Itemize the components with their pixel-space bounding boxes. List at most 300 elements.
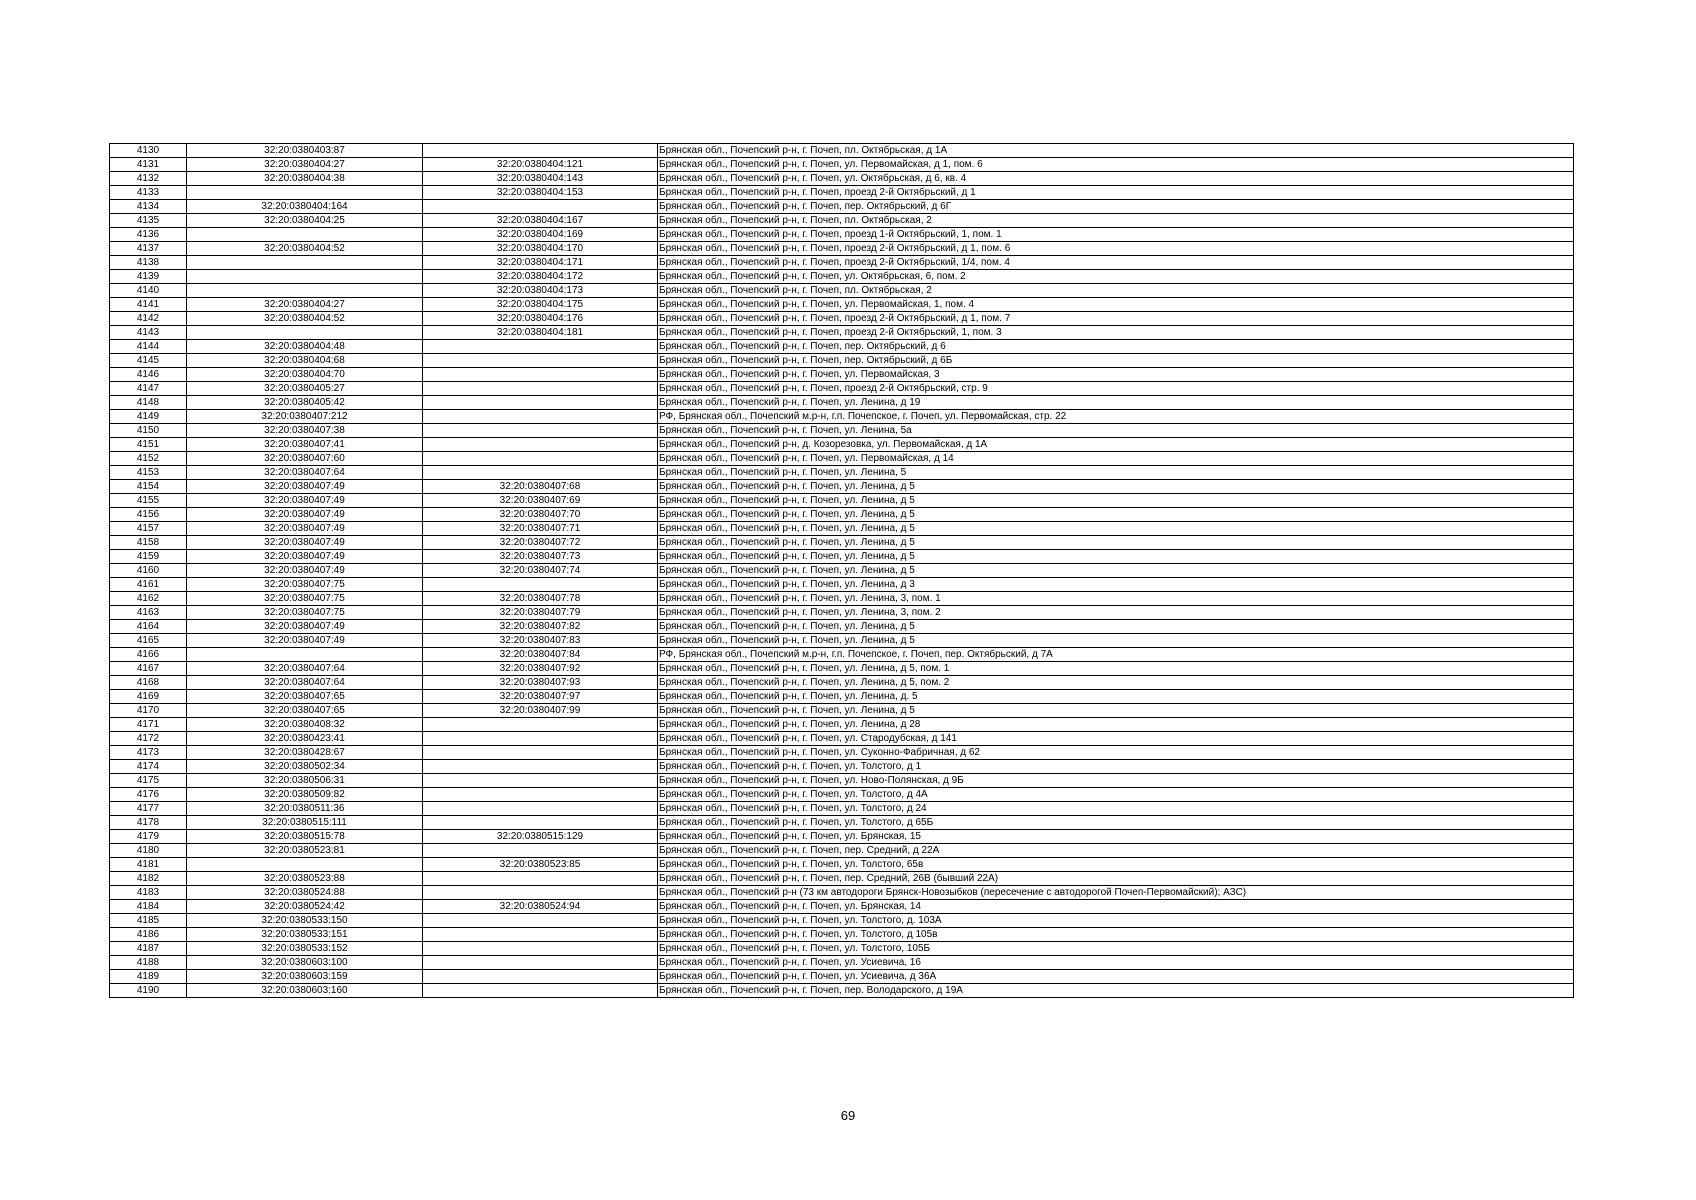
cadastral-number-cell: 32:20:0380509:82 <box>187 788 423 802</box>
cadastral-number-cell: 32:20:0380523:81 <box>187 844 423 858</box>
cadastral-number-cell: 32:20:0380407:64 <box>187 676 423 690</box>
table-row <box>110 746 1574 760</box>
table-row <box>110 942 1574 956</box>
table-row <box>110 662 1574 676</box>
row-number-cell: 4158 <box>110 536 187 550</box>
address-cell: Брянская обл., Почепский р-н, г. Почеп, проезд 2-й Октябрьский, д 1 <box>658 186 1574 200</box>
cadastral-number-cell: 32:20:0380407:65 <box>187 690 423 704</box>
cadastral-number-cell: 32:20:0380603:159 <box>187 970 423 984</box>
row-number-cell: 4187 <box>110 942 187 956</box>
cadastral-number-cell: 32:20:0380407:49 <box>187 480 423 494</box>
object-number-cell <box>423 816 658 830</box>
row-number-cell: 4186 <box>110 928 187 942</box>
cadastral-number-cell: 32:20:0380408:32 <box>187 718 423 732</box>
cadastral-number-cell: 32:20:0380515:78 <box>187 830 423 844</box>
address-cell: Брянская обл., Почепский р-н, г. Почеп, ул. Ленина, д. 5 <box>658 690 1574 704</box>
address-cell: Брянская обл., Почепский р-н, г. Почеп, ул. Толстого, 65в <box>658 858 1574 872</box>
object-number-cell <box>423 438 658 452</box>
table-row <box>110 816 1574 830</box>
row-number-cell: 4157 <box>110 522 187 536</box>
row-number-cell: 4175 <box>110 774 187 788</box>
table-row <box>110 200 1574 214</box>
cadastral-number-cell: 32:20:0380407:75 <box>187 592 423 606</box>
table-row <box>110 830 1574 844</box>
object-number-cell: 32:20:0380407:73 <box>423 550 658 564</box>
object-number-cell <box>423 410 658 424</box>
table-row <box>110 368 1574 382</box>
row-number-cell: 4161 <box>110 578 187 592</box>
object-number-cell: 32:20:0380404:181 <box>423 326 658 340</box>
cadastral-number-cell: 32:20:0380523:88 <box>187 872 423 886</box>
row-number-cell: 4164 <box>110 620 187 634</box>
address-cell: Брянская обл., Почепский р-н (73 км автодороги Брянск-Новозыбков (пересечение с автодорогой Почеп-Первомайский); АЗС) <box>658 886 1574 900</box>
table-row <box>110 480 1574 494</box>
address-cell: Брянская обл., Почепский р-н, г. Почеп, ул. Первомайская, д 14 <box>658 452 1574 466</box>
address-cell: Брянская обл., Почепский р-н, г. Почеп, ул. Октябрьская, 6, пом. 2 <box>658 270 1574 284</box>
table-row <box>110 172 1574 186</box>
cadastral-number-cell: 32:20:0380404:70 <box>187 368 423 382</box>
object-number-cell: 32:20:0380404:169 <box>423 228 658 242</box>
row-number-cell: 4159 <box>110 550 187 564</box>
address-cell: Брянская обл., Почепский р-н, г. Почеп, ул. Толстого, 105Б <box>658 942 1574 956</box>
cadastral-number-cell <box>187 186 423 200</box>
table-row <box>110 340 1574 354</box>
table-row <box>110 144 1574 158</box>
object-number-cell <box>423 886 658 900</box>
table-row <box>110 550 1574 564</box>
address-cell: Брянская обл., Почепский р-н, г. Почеп, ул. Ленина, д 5, пом. 1 <box>658 662 1574 676</box>
address-cell: Брянская обл., Почепский р-н, г. Почеп, пер. Средний, д 22А <box>658 844 1574 858</box>
object-number-cell: 32:20:0380407:79 <box>423 606 658 620</box>
table-row <box>110 886 1574 900</box>
object-number-cell <box>423 200 658 214</box>
cadastral-number-cell: 32:20:0380603:100 <box>187 956 423 970</box>
object-number-cell <box>423 732 658 746</box>
cadastral-number-cell: 32:20:0380407:38 <box>187 424 423 438</box>
object-number-cell <box>423 382 658 396</box>
cadastral-number-cell: 32:20:0380407:49 <box>187 536 423 550</box>
table-row <box>110 788 1574 802</box>
address-cell: Брянская обл., Почепский р-н, д. Козорезовка, ул. Первомайская, д 1А <box>658 438 1574 452</box>
object-number-cell: 32:20:0380404:143 <box>423 172 658 186</box>
address-cell: Брянская обл., Почепский р-н, г. Почеп, ул. Первомайская, 1, пом. 4 <box>658 298 1574 312</box>
address-cell: Брянская обл., Почепский р-н, г. Почеп, ул. Ленина, д 5 <box>658 704 1574 718</box>
address-cell: Брянская обл., Почепский р-н, г. Почеп, ул. Ленина, д 5 <box>658 508 1574 522</box>
address-cell: Брянская обл., Почепский р-н, г. Почеп, ул. Толстого, д 24 <box>658 802 1574 816</box>
object-number-cell: 32:20:0380523:85 <box>423 858 658 872</box>
row-number-cell: 4172 <box>110 732 187 746</box>
table-row <box>110 578 1574 592</box>
address-cell: Брянская обл., Почепский р-н, г. Почеп, ул. Усиевича, 16 <box>658 956 1574 970</box>
cadastral-number-cell: 32:20:0380404:38 <box>187 172 423 186</box>
address-cell: Брянская обл., Почепский р-н, г. Почеп, проезд 2-й Октябрьский, 1, пом. 3 <box>658 326 1574 340</box>
cadastral-number-cell: 32:20:0380506:31 <box>187 774 423 788</box>
table-row <box>110 606 1574 620</box>
address-cell: Брянская обл., Почепский р-н, г. Почеп, ул. Ленина, д 5 <box>658 480 1574 494</box>
row-number-cell: 4138 <box>110 256 187 270</box>
row-number-cell: 4181 <box>110 858 187 872</box>
cadastral-number-cell <box>187 256 423 270</box>
page-number: 69 <box>840 1108 856 1123</box>
cadastral-number-cell: 32:20:0380407:49 <box>187 564 423 578</box>
address-cell: Брянская обл., Почепский р-н, г. Почеп, проезд 2-й Октябрьский, д 1, пом. 7 <box>658 312 1574 326</box>
cadastral-number-cell: 32:20:0380404:52 <box>187 242 423 256</box>
row-number-cell: 4156 <box>110 508 187 522</box>
table-row <box>110 760 1574 774</box>
cadastral-number-cell: 32:20:0380407:64 <box>187 662 423 676</box>
cadastral-number-cell: 32:20:0380603:160 <box>187 984 423 998</box>
object-number-cell: 32:20:0380407:68 <box>423 480 658 494</box>
object-number-cell: 32:20:0380404:121 <box>423 158 658 172</box>
cadastral-number-cell: 32:20:0380404:27 <box>187 158 423 172</box>
table-row <box>110 228 1574 242</box>
row-number-cell: 4160 <box>110 564 187 578</box>
table-row <box>110 900 1574 914</box>
cadastral-number-cell: 32:20:0380407:60 <box>187 452 423 466</box>
cadastral-number-cell <box>187 326 423 340</box>
table-row <box>110 438 1574 452</box>
cadastral-number-cell: 32:20:0380404:164 <box>187 200 423 214</box>
address-cell: Брянская обл., Почепский р-н, г. Почеп, ул. Брянская, 15 <box>658 830 1574 844</box>
cadastral-number-cell: 32:20:0380407:49 <box>187 522 423 536</box>
cadastral-number-cell: 32:20:0380407:49 <box>187 550 423 564</box>
row-number-cell: 4166 <box>110 648 187 662</box>
row-number-cell: 4184 <box>110 900 187 914</box>
cadastral-number-cell: 32:20:0380407:49 <box>187 634 423 648</box>
cadastral-number-cell: 32:20:0380403:87 <box>187 144 423 158</box>
cadastral-number-cell <box>187 284 423 298</box>
cadastral-number-cell: 32:20:0380428:67 <box>187 746 423 760</box>
cadastral-number-cell: 32:20:0380404:68 <box>187 354 423 368</box>
object-number-cell <box>423 340 658 354</box>
table-row <box>110 704 1574 718</box>
table-row <box>110 858 1574 872</box>
row-number-cell: 4146 <box>110 368 187 382</box>
address-cell: Брянская обл., Почепский р-н, г. Почеп, ул. Ленина, 3, пом. 1 <box>658 592 1574 606</box>
object-number-cell: 32:20:0380524:94 <box>423 900 658 914</box>
row-number-cell: 4142 <box>110 312 187 326</box>
table-row <box>110 718 1574 732</box>
cadastral-number-cell <box>187 270 423 284</box>
object-number-cell <box>423 956 658 970</box>
row-number-cell: 4139 <box>110 270 187 284</box>
object-number-cell: 32:20:0380407:99 <box>423 704 658 718</box>
address-cell: Брянская обл., Почепский р-н, г. Почеп, ул. Первомайская, 3 <box>658 368 1574 382</box>
row-number-cell: 4153 <box>110 466 187 480</box>
row-number-cell: 4131 <box>110 158 187 172</box>
address-cell: Брянская обл., Почепский р-н, г. Почеп, пер. Володарского, д 19А <box>658 984 1574 998</box>
table-row <box>110 648 1574 662</box>
table-row <box>110 592 1574 606</box>
address-cell: Брянская обл., Почепский р-н, г. Почеп, пл. Октябрьская, д 1А <box>658 144 1574 158</box>
table-row <box>110 242 1574 256</box>
object-number-cell <box>423 718 658 732</box>
table-row <box>110 508 1574 522</box>
table-row <box>110 186 1574 200</box>
object-number-cell <box>423 802 658 816</box>
address-cell: Брянская обл., Почепский р-н, г. Почеп, пл. Октябрьская, 2 <box>658 214 1574 228</box>
row-number-cell: 4133 <box>110 186 187 200</box>
address-cell: Брянская обл., Почепский р-н, г. Почеп, ул. Первомайская, д 1, пом. 6 <box>658 158 1574 172</box>
object-number-cell: 32:20:0380407:78 <box>423 592 658 606</box>
cadastral-registry-table <box>109 143 1574 998</box>
row-number-cell: 4150 <box>110 424 187 438</box>
object-number-cell: 32:20:0380404:172 <box>423 270 658 284</box>
row-number-cell: 4162 <box>110 592 187 606</box>
object-number-cell: 32:20:0380404:153 <box>423 186 658 200</box>
address-cell: Брянская обл., Почепский р-н, г. Почеп, ул. Ленина, 5а <box>658 424 1574 438</box>
address-cell: Брянская обл., Почепский р-н, г. Почеп, проезд 2-й Октябрьский, д 1, пом. 6 <box>658 242 1574 256</box>
address-cell: Брянская обл., Почепский р-н, г. Почеп, пер. Октябрьский, д 6Г <box>658 200 1574 214</box>
table-row <box>110 396 1574 410</box>
address-cell: Брянская обл., Почепский р-н, г. Почеп, проезд 1-й Октябрьский, 1, пом. 1 <box>658 228 1574 242</box>
cadastral-number-cell: 32:20:0380407:49 <box>187 494 423 508</box>
row-number-cell: 4167 <box>110 662 187 676</box>
object-number-cell <box>423 928 658 942</box>
cadastral-number-cell: 32:20:0380407:49 <box>187 508 423 522</box>
table-row <box>110 564 1574 578</box>
table-row <box>110 312 1574 326</box>
table-row <box>110 774 1574 788</box>
cadastral-number-cell: 32:20:0380515:111 <box>187 816 423 830</box>
object-number-cell <box>423 396 658 410</box>
object-number-cell <box>423 914 658 928</box>
table-row <box>110 522 1574 536</box>
table-row <box>110 872 1574 886</box>
row-number-cell: 4190 <box>110 984 187 998</box>
row-number-cell: 4179 <box>110 830 187 844</box>
object-number-cell: 32:20:0380407:92 <box>423 662 658 676</box>
row-number-cell: 4151 <box>110 438 187 452</box>
row-number-cell: 4189 <box>110 970 187 984</box>
object-number-cell <box>423 984 658 998</box>
object-number-cell <box>423 368 658 382</box>
row-number-cell: 4174 <box>110 760 187 774</box>
object-number-cell <box>423 844 658 858</box>
object-number-cell: 32:20:0380407:93 <box>423 676 658 690</box>
table-row <box>110 256 1574 270</box>
address-cell: Брянская обл., Почепский р-н, г. Почеп, ул. Ленина, д 3 <box>658 578 1574 592</box>
object-number-cell: 32:20:0380404:167 <box>423 214 658 228</box>
table-row <box>110 270 1574 284</box>
object-number-cell: 32:20:0380407:74 <box>423 564 658 578</box>
row-number-cell: 4182 <box>110 872 187 886</box>
address-cell: Брянская обл., Почепский р-н, г. Почеп, ул. Ленина, д 5 <box>658 550 1574 564</box>
address-cell: Брянская обл., Почепский р-н, г. Почеп, ул. Толстого, д 105в <box>658 928 1574 942</box>
object-number-cell <box>423 942 658 956</box>
address-cell: Брянская обл., Почепский р-н, г. Почеп, пер. Октябрьский, д 6 <box>658 340 1574 354</box>
cadastral-number-cell: 32:20:0380407:49 <box>187 620 423 634</box>
row-number-cell: 4168 <box>110 676 187 690</box>
address-cell: Брянская обл., Почепский р-н, г. Почеп, ул. Ново-Полянская, д 9Б <box>658 774 1574 788</box>
cadastral-number-cell: 32:20:0380405:27 <box>187 382 423 396</box>
cadastral-number-cell: 32:20:0380502:34 <box>187 760 423 774</box>
table-row <box>110 284 1574 298</box>
cadastral-number-cell: 32:20:0380407:41 <box>187 438 423 452</box>
address-cell: Брянская обл., Почепский р-н, г. Почеп, проезд 2-й Октябрьский, стр. 9 <box>658 382 1574 396</box>
row-number-cell: 4136 <box>110 228 187 242</box>
address-cell: Брянская обл., Почепский р-н, г. Почеп, ул. Толстого, д. 103А <box>658 914 1574 928</box>
object-number-cell: 32:20:0380407:82 <box>423 620 658 634</box>
cadastral-number-cell <box>187 228 423 242</box>
row-number-cell: 4147 <box>110 382 187 396</box>
cadastral-number-cell: 32:20:0380407:212 <box>187 410 423 424</box>
cadastral-number-cell: 32:20:0380407:75 <box>187 578 423 592</box>
address-cell: Брянская обл., Почепский р-н, г. Почеп, пл. Октябрьская, 2 <box>658 284 1574 298</box>
row-number-cell: 4144 <box>110 340 187 354</box>
object-number-cell: 32:20:0380407:71 <box>423 522 658 536</box>
object-number-cell: 32:20:0380407:69 <box>423 494 658 508</box>
table-row <box>110 970 1574 984</box>
table-row <box>110 802 1574 816</box>
row-number-cell: 4155 <box>110 494 187 508</box>
cadastral-number-cell: 32:20:0380511:36 <box>187 802 423 816</box>
table-row <box>110 494 1574 508</box>
cadastral-number-cell <box>187 858 423 872</box>
cadastral-number-cell: 32:20:0380524:88 <box>187 886 423 900</box>
cadastral-number-cell: 32:20:0380423:41 <box>187 732 423 746</box>
address-cell: Брянская обл., Почепский р-н, г. Почеп, ул. Ленина, 3, пом. 2 <box>658 606 1574 620</box>
address-cell: Брянская обл., Почепский р-н, г. Почеп, ул. Ленина, д 5, пом. 2 <box>658 676 1574 690</box>
table-row <box>110 298 1574 312</box>
object-number-cell <box>423 746 658 760</box>
address-cell: Брянская обл., Почепский р-н, г. Почеп, ул. Брянская, 14 <box>658 900 1574 914</box>
table-row <box>110 620 1574 634</box>
registry-table-body <box>110 144 1574 998</box>
address-cell: Брянская обл., Почепский р-н, г. Почеп, ул. Стародубская, д 141 <box>658 732 1574 746</box>
address-cell: Брянская обл., Почепский р-н, г. Почеп, ул. Ленина, д 5 <box>658 536 1574 550</box>
cadastral-number-cell: 32:20:0380407:65 <box>187 704 423 718</box>
table-row <box>110 536 1574 550</box>
cadastral-number-cell: 32:20:0380524:42 <box>187 900 423 914</box>
row-number-cell: 4177 <box>110 802 187 816</box>
row-number-cell: 4169 <box>110 690 187 704</box>
row-number-cell: 4137 <box>110 242 187 256</box>
object-number-cell: 32:20:0380404:176 <box>423 312 658 326</box>
object-number-cell <box>423 354 658 368</box>
address-cell: Брянская обл., Почепский р-н, г. Почеп, ул. Ленина, д 5 <box>658 494 1574 508</box>
row-number-cell: 4143 <box>110 326 187 340</box>
cadastral-number-cell: 32:20:0380533:152 <box>187 942 423 956</box>
table-row <box>110 354 1574 368</box>
address-cell: Брянская обл., Почепский р-н, г. Почеп, пер. Средний, 26В (бывший 22А) <box>658 872 1574 886</box>
object-number-cell: 32:20:0380404:175 <box>423 298 658 312</box>
row-number-cell: 4163 <box>110 606 187 620</box>
table-row <box>110 634 1574 648</box>
object-number-cell: 32:20:0380404:173 <box>423 284 658 298</box>
object-number-cell: 32:20:0380407:83 <box>423 634 658 648</box>
row-number-cell: 4171 <box>110 718 187 732</box>
cadastral-number-cell: 32:20:0380404:27 <box>187 298 423 312</box>
address-cell: Брянская обл., Почепский р-н, г. Почеп, ул. Ленина, д 5 <box>658 620 1574 634</box>
address-cell: Брянская обл., Почепский р-н, г. Почеп, проезд 2-й Октябрьский, 1/4, пом. 4 <box>658 256 1574 270</box>
object-number-cell <box>423 970 658 984</box>
table-row <box>110 424 1574 438</box>
row-number-cell: 4170 <box>110 704 187 718</box>
address-cell: Брянская обл., Почепский р-н, г. Почеп, ул. Толстого, д 4А <box>658 788 1574 802</box>
row-number-cell: 4132 <box>110 172 187 186</box>
table-row <box>110 326 1574 340</box>
table-row <box>110 690 1574 704</box>
row-number-cell: 4154 <box>110 480 187 494</box>
row-number-cell: 4130 <box>110 144 187 158</box>
address-cell: Брянская обл., Почепский р-н, г. Почеп, ул. Усиевича, д 36А <box>658 970 1574 984</box>
row-number-cell: 4178 <box>110 816 187 830</box>
object-number-cell: 32:20:0380404:171 <box>423 256 658 270</box>
row-number-cell: 4173 <box>110 746 187 760</box>
cadastral-number-cell: 32:20:0380407:75 <box>187 606 423 620</box>
address-cell: Брянская обл., Почепский р-н, г. Почеп, ул. Ленина, д 5 <box>658 522 1574 536</box>
object-number-cell <box>423 452 658 466</box>
object-number-cell <box>423 760 658 774</box>
table-row <box>110 158 1574 172</box>
object-number-cell: 32:20:0380407:72 <box>423 536 658 550</box>
table-row <box>110 466 1574 480</box>
row-number-cell: 4165 <box>110 634 187 648</box>
row-number-cell: 4140 <box>110 284 187 298</box>
cadastral-number-cell: 32:20:0380407:64 <box>187 466 423 480</box>
object-number-cell <box>423 466 658 480</box>
row-number-cell: 4152 <box>110 452 187 466</box>
object-number-cell: 32:20:0380407:70 <box>423 508 658 522</box>
row-number-cell: 4185 <box>110 914 187 928</box>
object-number-cell: 32:20:0380404:170 <box>423 242 658 256</box>
table-row <box>110 452 1574 466</box>
address-cell: Брянская обл., Почепский р-н, г. Почеп, ул. Ленина, 5 <box>658 466 1574 480</box>
row-number-cell: 4141 <box>110 298 187 312</box>
row-number-cell: 4183 <box>110 886 187 900</box>
cadastral-number-cell: 32:20:0380405:42 <box>187 396 423 410</box>
object-number-cell <box>423 774 658 788</box>
table-row <box>110 410 1574 424</box>
address-cell: РФ, Брянская обл., Почепский м.р-н, г.п. Почепское, г. Почеп, пер. Октябрьский, д 7А <box>658 648 1574 662</box>
row-number-cell: 4134 <box>110 200 187 214</box>
row-number-cell: 4135 <box>110 214 187 228</box>
address-cell: Брянская обл., Почепский р-н, г. Почеп, ул. Ленина, д 5 <box>658 564 1574 578</box>
object-number-cell: 32:20:0380515:129 <box>423 830 658 844</box>
table-row <box>110 676 1574 690</box>
row-number-cell: 4145 <box>110 354 187 368</box>
address-cell: Брянская обл., Почепский р-н, г. Почеп, ул. Толстого, д 65Б <box>658 816 1574 830</box>
address-cell: Брянская обл., Почепский р-н, г. Почеп, ул. Ленина, д 5 <box>658 634 1574 648</box>
address-cell: РФ, Брянская обл., Почепский м.р-н, г.п. Почепское, г. Почеп, ул. Первомайская, стр. 22 <box>658 410 1574 424</box>
table-row <box>110 844 1574 858</box>
table-row <box>110 956 1574 970</box>
address-cell: Брянская обл., Почепский р-н, г. Почеп, ул. Суконно-Фабричная, д 62 <box>658 746 1574 760</box>
object-number-cell <box>423 144 658 158</box>
table-row <box>110 732 1574 746</box>
row-number-cell: 4188 <box>110 956 187 970</box>
object-number-cell: 32:20:0380407:84 <box>423 648 658 662</box>
table-row <box>110 984 1574 998</box>
address-cell: Брянская обл., Почепский р-н, г. Почеп, ул. Октябрьская, д 6, кв. 4 <box>658 172 1574 186</box>
address-cell: Брянская обл., Почепский р-н, г. Почеп, ул. Толстого, д 1 <box>658 760 1574 774</box>
cadastral-number-cell: 32:20:0380533:150 <box>187 914 423 928</box>
cadastral-number-cell: 32:20:0380404:52 <box>187 312 423 326</box>
object-number-cell <box>423 788 658 802</box>
cadastral-number-cell: 32:20:0380404:48 <box>187 340 423 354</box>
table-row <box>110 928 1574 942</box>
object-number-cell <box>423 578 658 592</box>
address-cell: Брянская обл., Почепский р-н, г. Почеп, ул. Ленина, д 28 <box>658 718 1574 732</box>
row-number-cell: 4176 <box>110 788 187 802</box>
address-cell: Брянская обл., Почепский р-н, г. Почеп, пер. Октябрьский, д 6Б <box>658 354 1574 368</box>
object-number-cell <box>423 424 658 438</box>
table-row <box>110 382 1574 396</box>
cadastral-number-cell <box>187 648 423 662</box>
address-cell: Брянская обл., Почепский р-н, г. Почеп, ул. Ленина, д 19 <box>658 396 1574 410</box>
row-number-cell: 4180 <box>110 844 187 858</box>
